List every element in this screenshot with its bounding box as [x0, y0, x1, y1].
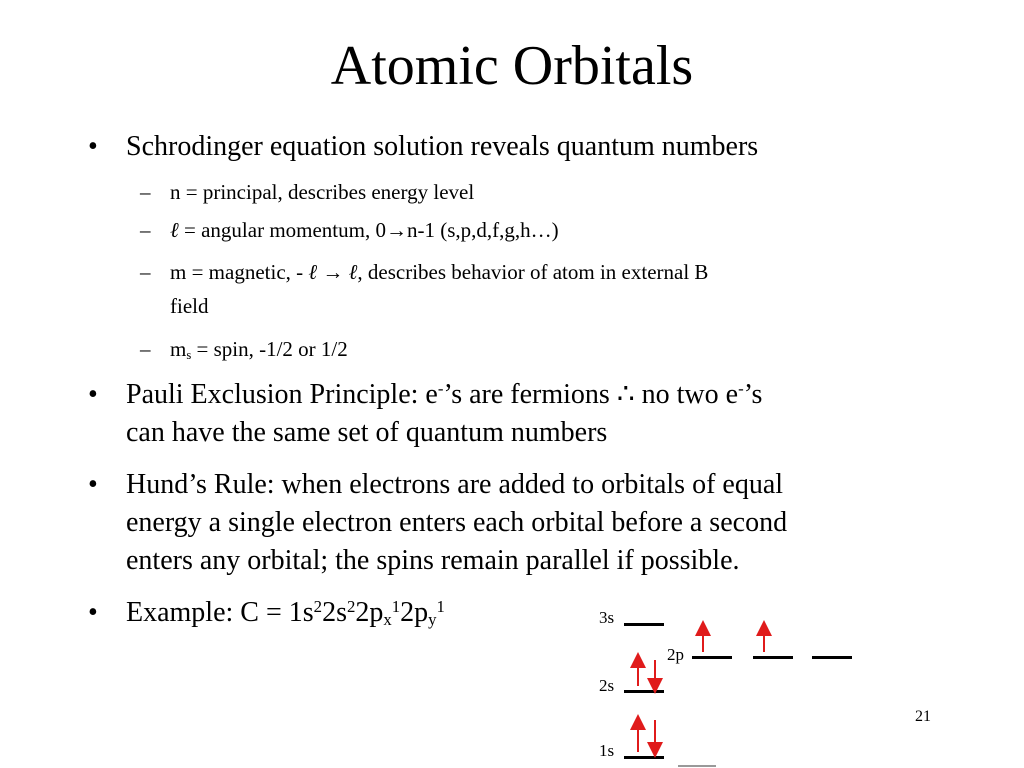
arrow-symbol: →: [317, 260, 349, 284]
bullet-dot: •: [88, 379, 98, 410]
text-part: Example: C = 1s: [126, 597, 314, 628]
sub-dash: –: [140, 337, 151, 361]
text-part: no two e: [634, 379, 739, 410]
slide-title: Atomic Orbitals: [330, 35, 694, 97]
sub-dash: –: [140, 180, 151, 204]
bullet-dot: •: [88, 469, 98, 500]
superscript: 2: [346, 596, 356, 616]
level-label-1s: 1s: [599, 741, 615, 760]
superscript: 1: [436, 596, 445, 616]
sub-text-part: , describes behavior of atom in external B: [357, 260, 709, 284]
page-number: 21: [915, 708, 931, 725]
subscript: x: [383, 610, 392, 630]
sub-text-line2: field: [170, 294, 209, 318]
level-label-2p: 2p: [667, 645, 684, 664]
text-part: Hund’s Rule: when electrons are added to orbitals of equal: [126, 469, 784, 500]
bullet-text: Schrodinger equation solution reveals quantum numbers: [126, 131, 759, 162]
text-part: ’s are fermions: [443, 379, 617, 410]
text-part: can have the same set of quantum numbers: [126, 417, 608, 448]
text-part: ’s: [743, 379, 763, 410]
level-label-2s: 2s: [599, 676, 615, 695]
ell-symbol: ℓ: [348, 260, 358, 284]
sub-text: n = principal, describes energy level: [170, 180, 475, 204]
text-part: 2p: [400, 597, 429, 628]
ell-symbol: ℓ: [170, 218, 179, 242]
sub-text-part: m = magnetic, -: [170, 260, 309, 284]
superscript: -: [738, 378, 744, 398]
sub-dash: –: [140, 218, 151, 242]
subscript: s: [186, 348, 192, 363]
text-part: Pauli Exclusion Principle: e: [126, 379, 438, 410]
text-part: 2p: [355, 597, 384, 628]
sub-text-part: m: [170, 337, 187, 361]
ell-symbol: ℓ: [308, 260, 318, 284]
superscript: 1: [391, 596, 401, 616]
bullet-dot: •: [88, 131, 98, 162]
sub-text-part: = angular momentum, 0: [178, 218, 386, 242]
arrow-symbol: →: [385, 218, 407, 242]
superscript: -: [437, 378, 444, 398]
text-part: energy a single electron enters each orbital before a second: [126, 507, 788, 538]
superscript: 2: [313, 596, 323, 616]
therefore-symbol: ∴: [616, 379, 635, 410]
bullet-dot: •: [88, 597, 98, 628]
sub-text-part: n-1 (s,p,d,f,g,h…): [406, 218, 559, 242]
subscript: y: [428, 610, 437, 630]
sub-text-part: = spin, -1/2 or 1/2: [191, 337, 348, 361]
sub-dash: –: [140, 260, 151, 284]
text-part: 2s: [322, 597, 347, 628]
text-part: enters any orbital; the spins remain parallel if possible.: [126, 545, 740, 576]
level-label-3s: 3s: [599, 608, 615, 627]
